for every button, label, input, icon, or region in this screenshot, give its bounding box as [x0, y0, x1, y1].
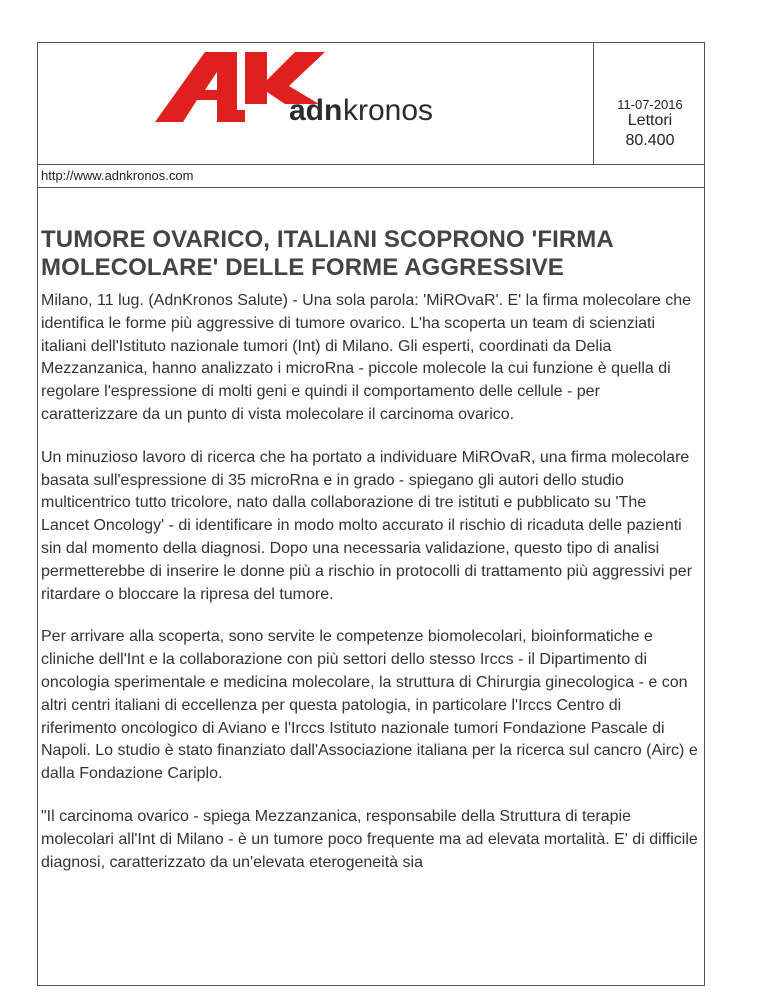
logo-a-shape [155, 52, 237, 122]
readers-count: 80.400 [625, 132, 675, 149]
logo-wordmark-bold: adn [289, 94, 343, 127]
logo-wordmark-light: kronos [343, 94, 434, 127]
source-url[interactable]: http://www.adnkronos.com [38, 165, 704, 188]
article-paragraph: "Il carcinoma ovarico - spiega Mezzanzanica, responsabile della Struttura di terapie molecolari all'Int di Milano - è un tumore poco frequente ma ad elevata mortalità. E' di difficile diagnosi, caratterizzato da un'elevata eterogeneità sia [41, 807, 698, 871]
logo-cell [38, 43, 594, 164]
article-paragraph: Milano, 11 lug. (AdnKronos Salute) - Una sola parola: 'MiROvaR'. E' la firma molecolare che identifica le forme più aggressive di tumore ovarico. L'ha scoperta un team di scienziati italiani dell'Istituto nazionale tumori (Int) di Milano. Gli esperti, coordinati da Delia Mezzanzanica, hanno analizzato i microRna - piccole molecole la cui funzione è quella di regolare l'espressione di molti geni e quindi il comportamento delle cellule - per caratterizzare da un punto di vista molecolare il carcinoma ovarico. [41, 292, 692, 423]
article-body [38, 226, 704, 874]
clipping-meta [594, 43, 705, 164]
clipping-frame [37, 42, 705, 986]
adnkronos-logo [155, 52, 483, 130]
article-paragraph: Un minuzioso lavoro di ricerca che ha portato a individuare MiROvaR, una firma molecolare basata sull'espressione di 35 microRna e in grado - spiegano gli autori dello studio multicentrico tutto tricolore, nato dalla collaborazione di tre istituti e pubblicato su 'The Lancet Oncology' - di identificare in modo molto accurato il rischio di ricaduta delle pazienti sin dal momento della diagnosi. Dopo una necessaria validazione, questo tipo di analisi permetterebbe di inserire le donne più a rischio in protocolli di trattamento più aggressivi per ritardare o bloccare la ripresa del tumore. [41, 448, 693, 603]
article-title: TUMORE OVARICO, ITALIANI SCOPRONO 'FIRMA MOLECOLARE' DELLE FORME AGGRESSIVE [41, 226, 613, 281]
article-paragraph: Per arrivare alla scoperta, sono servite le competenze biomolecolari, bioinformatiche e cliniche dell'Int e la collaborazione con più settori dello stesso Irccs - il Dipartimento di oncologia sperimentale e medicina molecolare, la struttura di Chirurgia ginecologica - e con altri centri italiani di eccellenza per questa patologia, in particolare l'Irccs Centro di riferimento oncologico di Aviano e l'Irccs Istituto nazionale tumori Fondazione Pascale di Napoli. Lo studio è stato finanziato dall'Associazione italiana per la ricerca sul cancro (Airc) e dalla Fondazione Cariplo. [41, 628, 698, 783]
clipping-header [38, 43, 704, 165]
publication-date: 11-07-2016 [617, 97, 683, 112]
readers-label: Lettori [627, 112, 673, 129]
